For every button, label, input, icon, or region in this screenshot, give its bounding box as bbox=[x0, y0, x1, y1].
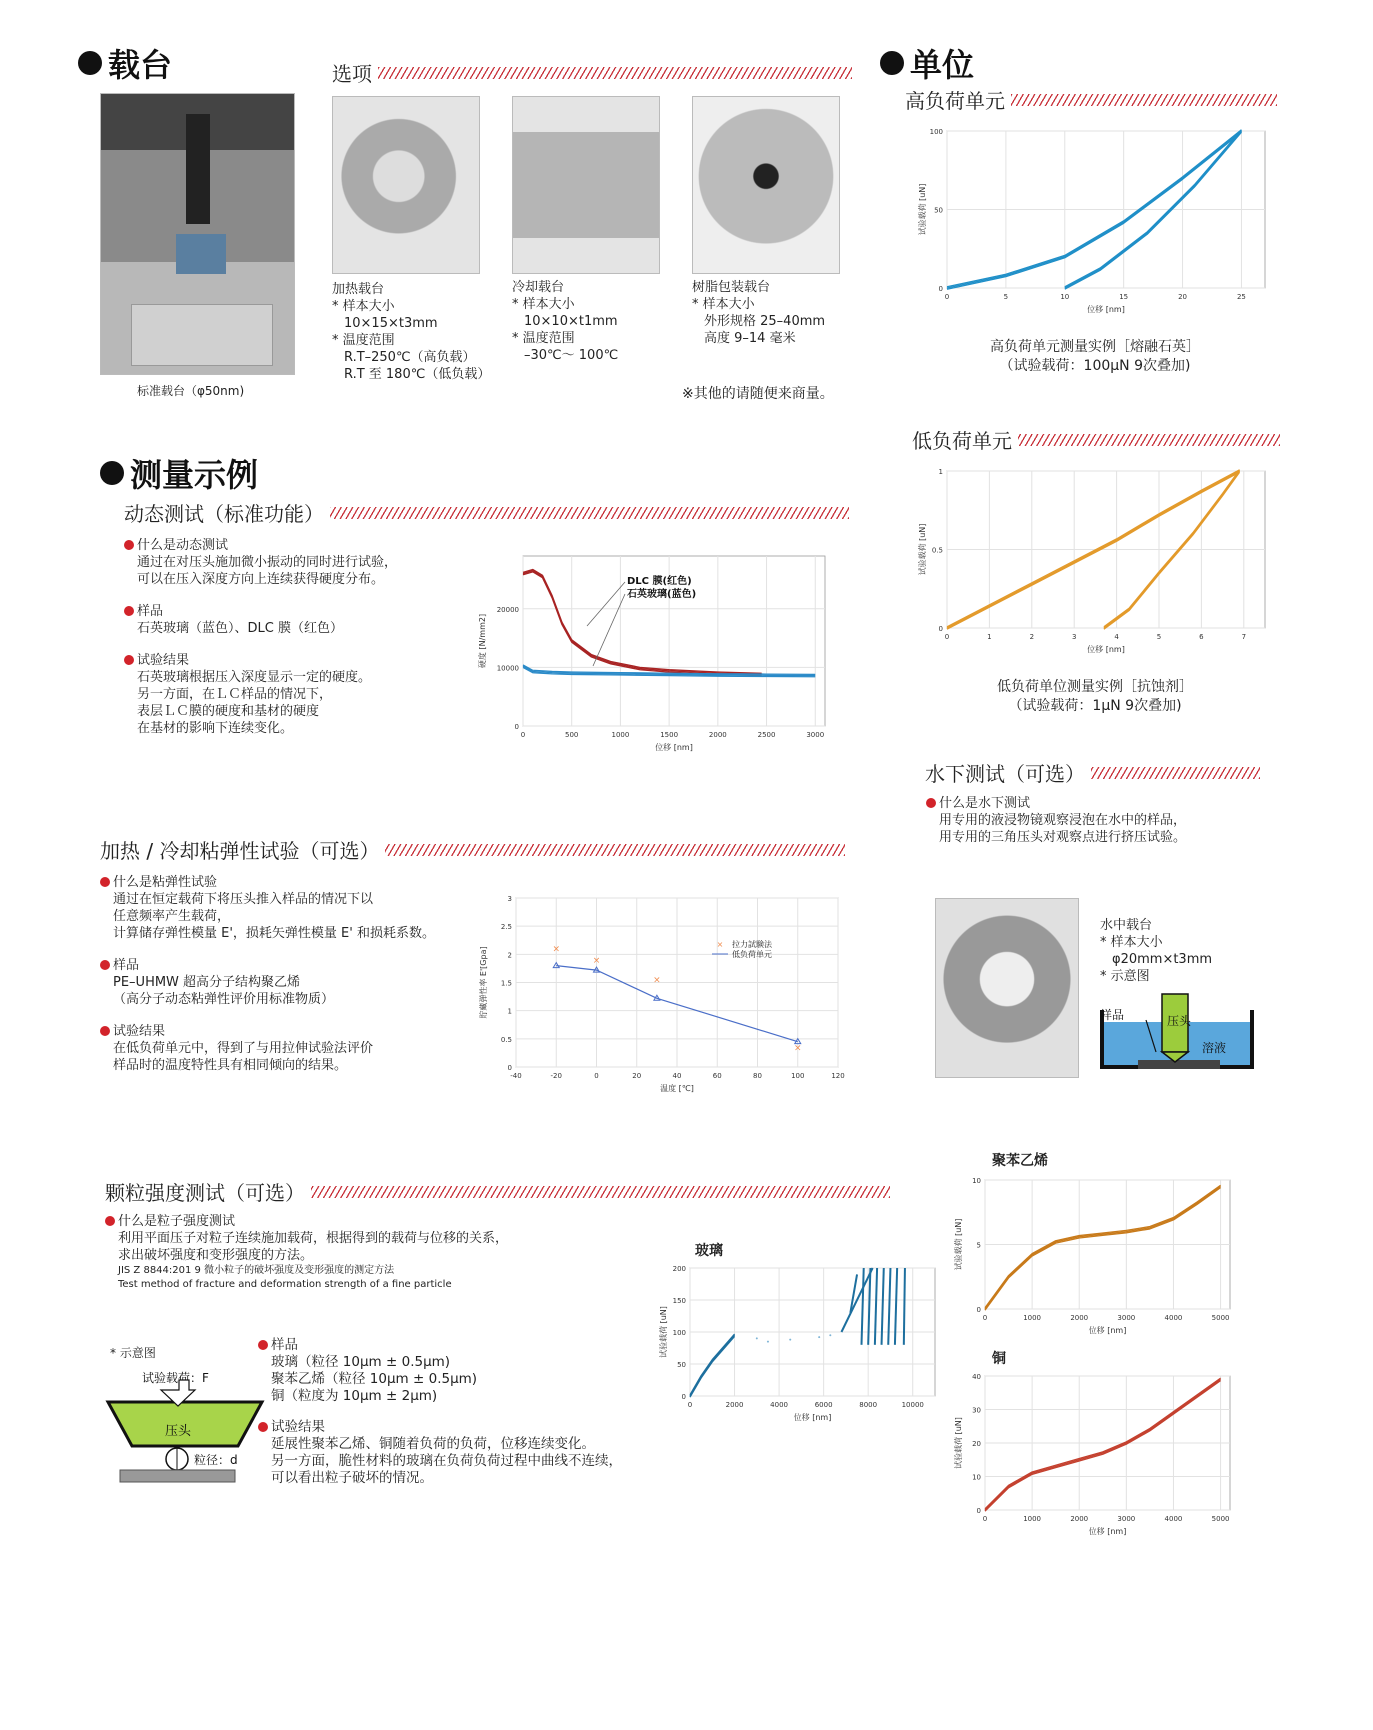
x-tick-label: 0 bbox=[982, 1314, 988, 1322]
x-tick-label: 0 bbox=[944, 293, 950, 301]
data-point: × bbox=[552, 944, 561, 955]
y-tick-label: 0 bbox=[507, 1064, 512, 1072]
particle-heading: 颗粒强度测试（可选） bbox=[105, 1177, 890, 1206]
load-label: 试验载荷：F bbox=[142, 1371, 209, 1385]
y-axis-label: 试验载荷 [uN] bbox=[918, 183, 927, 236]
data-point bbox=[818, 1336, 820, 1338]
standard-stage-photo bbox=[100, 93, 295, 375]
standard-stage-caption: 标准载台（φ50nm) bbox=[137, 384, 245, 398]
x-tick-label: 60 bbox=[712, 1072, 722, 1080]
x-axis-label: 位移 [nm] bbox=[1087, 645, 1125, 654]
measure-title: 测量示例 bbox=[100, 450, 258, 496]
x-tick-label: 500 bbox=[565, 731, 579, 739]
y-axis-label: 貯藏弹性率 E'[Gpa] bbox=[479, 946, 488, 1019]
cooling-stage-photo bbox=[512, 96, 660, 274]
x-tick-label: 2000 bbox=[1070, 1314, 1089, 1322]
diagram-liquid-label: 溶液 bbox=[1202, 1041, 1227, 1055]
x-tick-label: 7 bbox=[1241, 633, 1247, 641]
series-line bbox=[904, 1268, 905, 1345]
x-tick-label: -20 bbox=[550, 1072, 562, 1080]
low-load-chart bbox=[915, 465, 1275, 670]
particle-results: 样品 玻璃（粒径 10μm ± 0.5μm) 聚苯乙烯（粒径 10μm ± 0.5μm) 铜（粒度为 10μm ± 2μm) 试验结果 延展性聚苯乙烯、铜随着负荷的负荷，位移连续变化。 另一方面，脆性材料的玻璃在负荷负荷过程中曲线不连续， 可以看出粒子破坏的情况。 bbox=[258, 1337, 622, 1487]
y-tick-label: 3 bbox=[507, 895, 512, 903]
x-tick-label: 3 bbox=[1071, 633, 1077, 641]
y-tick-label: 50 bbox=[934, 206, 943, 215]
underwater-heading: 水下测试（可选） bbox=[925, 758, 1260, 787]
cooling-stage-info: 冷却载台 * 样本大小 10×10×t1mm * 温度范围 –30℃～ 100℃ bbox=[512, 280, 619, 363]
x-axis-label: 位移 [nm] bbox=[1088, 1527, 1127, 1536]
x-tick-label: 5000 bbox=[1211, 1515, 1230, 1523]
glass-chart bbox=[660, 1262, 945, 1432]
x-tick-label: 6 bbox=[1199, 633, 1204, 641]
y-axis-label: 硬度 [N/mm2] bbox=[478, 613, 487, 669]
x-tick-label: 10 bbox=[1060, 293, 1070, 301]
y-tick-label: 0.5 bbox=[931, 546, 943, 555]
y-axis-label: 试验载荷 [uN] bbox=[918, 523, 927, 576]
copper-chart bbox=[955, 1368, 1240, 1548]
y-tick-label: 50 bbox=[677, 1361, 686, 1369]
x-tick-label: 20 bbox=[632, 1072, 642, 1080]
y-tick-label: 0 bbox=[514, 723, 519, 731]
x-tick-label: 8000 bbox=[859, 1401, 878, 1409]
x-tick-label: 1000 bbox=[611, 731, 630, 739]
visco-text: 什么是粘弹性试验 通过在恒定载荷下将压头推入样品的情况下以 任意频率产生载荷， 计算储存弹性模量 E'，损耗矢弹性模量 E' 和损耗系数。 样品 PE–UHMW 超高分子结构聚乙烯 （高分子动态粘弹性评价用标准物质） 试验结果 在低负荷单元中，得到了与用拉伸试验法评价 样品时的温度特性具有相同倾向的结果。 bbox=[100, 874, 435, 1074]
y-tick-label: 40 bbox=[972, 1373, 981, 1381]
y-tick-label: 1 bbox=[507, 1007, 512, 1016]
low-load-caption: 低负荷单位测量实例［抗蚀剂］ （试验载荷：1μN 9次叠加) bbox=[997, 679, 1193, 714]
x-tick-label: 5 bbox=[1003, 293, 1009, 301]
particle-diagram-title: * 示意图 bbox=[110, 1346, 156, 1360]
x-tick-label: 4000 bbox=[1164, 1314, 1183, 1322]
y-tick-label: 0 bbox=[938, 285, 943, 293]
y-tick-label: 10 bbox=[972, 1177, 981, 1185]
x-tick-label: 3000 bbox=[806, 731, 825, 739]
x-tick-label: 1000 bbox=[1023, 1314, 1042, 1322]
y-axis-label: 试验载荷 [uN] bbox=[954, 1218, 963, 1271]
polystyrene-chart bbox=[955, 1172, 1240, 1347]
data-point bbox=[829, 1334, 831, 1336]
y-tick-label: 0 bbox=[976, 1306, 981, 1314]
y-tick-label: 1.5 bbox=[500, 979, 512, 988]
legend-label: DLC 膜(红色) bbox=[627, 576, 692, 587]
y-tick-label: 20000 bbox=[496, 605, 519, 614]
x-axis-label: 位移 [nm] bbox=[1087, 305, 1125, 314]
tip-label: 压头 bbox=[165, 1424, 192, 1439]
resin-stage-photo bbox=[692, 96, 840, 274]
x-tick-label: 4 bbox=[1114, 633, 1119, 641]
x-tick-label: 5 bbox=[1156, 633, 1162, 641]
polystyrene-label: 聚苯乙烯 bbox=[992, 1153, 1048, 1169]
data-point bbox=[767, 1341, 769, 1343]
x-tick-label: 1000 bbox=[1023, 1515, 1042, 1523]
visco-heading: 加热 / 冷却粘弹性试验（可选） bbox=[100, 835, 845, 864]
x-tick-label: 1 bbox=[987, 633, 992, 641]
x-tick-label: 3000 bbox=[1117, 1314, 1136, 1322]
x-tick-label: 2 bbox=[1029, 633, 1035, 641]
x-tick-label: 15 bbox=[1119, 293, 1129, 301]
x-tick-label: 2000 bbox=[708, 731, 727, 739]
y-axis-label: 试验载荷 [uN] bbox=[659, 1306, 668, 1358]
x-tick-label: 0 bbox=[687, 1401, 693, 1409]
y-tick-label: 100 bbox=[672, 1329, 686, 1337]
y-tick-label: 200 bbox=[672, 1265, 686, 1273]
data-point: × bbox=[592, 955, 601, 966]
data-point bbox=[789, 1339, 791, 1341]
x-tick-label: 0 bbox=[594, 1072, 599, 1080]
legend-label: 低负荷单元 bbox=[732, 950, 772, 959]
x-axis-label: 温度 [℃] bbox=[660, 1084, 694, 1093]
x-tick-label: 4000 bbox=[770, 1401, 789, 1409]
y-tick-label: 100 bbox=[929, 128, 943, 136]
legend-label: 拉力試験法 bbox=[732, 940, 772, 949]
y-tick-label: 0.5 bbox=[500, 1035, 512, 1044]
y-axis-label: 试验载荷 [uN] bbox=[954, 1417, 963, 1469]
x-tick-label: 80 bbox=[753, 1072, 762, 1080]
dynamic-chart bbox=[475, 548, 835, 768]
y-tick-label: 5 bbox=[976, 1241, 981, 1250]
data-point: × bbox=[653, 975, 661, 986]
dynamic-text: 什么是动态测试 通过在对压头施加微小振动的同时进行试验， 可以在压入深度方向上连续获得硬度分布。 样品 石英玻璃（蓝色）、DLC 膜（红色） 试验结果 石英玻璃根据压入深度显示一定的硬度。 另一方面，在ＬＣ样品的情况下， 表层ＬＣ膜的硬度和基材的硬度 在基材的影响下连续变化。 bbox=[124, 537, 397, 737]
high-load-chart bbox=[915, 125, 1275, 330]
underwater-stage-photo bbox=[935, 898, 1079, 1078]
x-tick-label: 6000 bbox=[814, 1401, 833, 1409]
underwater-stage-info: 水中载台 * 样本大小 φ20mm×t3mm * 示意图 bbox=[1100, 918, 1213, 984]
x-tick-label: 0 bbox=[520, 731, 526, 739]
x-tick-label: 40 bbox=[672, 1072, 682, 1080]
x-axis-label: 位移 [nm] bbox=[793, 1413, 832, 1422]
data-point: × bbox=[793, 1043, 802, 1054]
legend-marker: × bbox=[716, 940, 724, 949]
y-tick-label: 0 bbox=[681, 1393, 686, 1401]
x-tick-label: 5000 bbox=[1211, 1314, 1230, 1322]
x-axis-label: 位移 [nm] bbox=[1088, 1326, 1127, 1335]
y-tick-label: 2.5 bbox=[500, 923, 512, 932]
y-tick-label: 0 bbox=[938, 625, 943, 633]
unit-title: 单位 bbox=[880, 40, 974, 86]
diameter-label: 粒径：d bbox=[194, 1453, 238, 1467]
high-load-heading: 高负荷单元 bbox=[905, 85, 1277, 114]
underwater-diagram bbox=[1098, 990, 1258, 1080]
x-axis-label: 位移 [nm] bbox=[655, 743, 693, 752]
underwater-desc: 什么是水下测试 用专用的液浸物镜观察浸泡在水中的样品， 用专用的三角压头对观察点进行挤压试验。 bbox=[926, 795, 1186, 846]
y-tick-label: 150 bbox=[672, 1297, 686, 1305]
diagram-sample-label: 样品 bbox=[1100, 1008, 1125, 1022]
particle-text: 什么是粒子强度测试 利用平面压子对粒子连续施加载荷，根据得到的载荷与位移的关系， 求出破坏强度和变形强度的方法。 JIS Z 8844:201 9 微小粒子的破坏强度及变形强度的测定方法 Test method of fracture and deformation strength of a fine particle bbox=[105, 1213, 508, 1292]
y-tick-label: 20 bbox=[972, 1440, 981, 1448]
particle-diagram bbox=[105, 1368, 265, 1498]
y-tick-label: 30 bbox=[972, 1406, 981, 1415]
diagram-tip-label: 压头 bbox=[1167, 1014, 1192, 1028]
y-tick-label: 10000 bbox=[496, 664, 519, 673]
dynamic-heading: 动态测试（标准功能） bbox=[124, 498, 849, 527]
x-tick-label: 1500 bbox=[660, 731, 679, 739]
x-tick-label: 100 bbox=[791, 1072, 805, 1080]
x-tick-label: 2000 bbox=[1070, 1515, 1089, 1523]
x-tick-label: 0 bbox=[982, 1515, 988, 1523]
x-tick-label: 25 bbox=[1236, 293, 1246, 301]
high-load-caption: 高负荷单元测量实例［熔融石英］ （试验载荷：100μN 9次叠加) bbox=[990, 339, 1200, 374]
glass-label: 玻璃 bbox=[695, 1243, 723, 1259]
data-point bbox=[756, 1337, 758, 1339]
x-tick-label: 2000 bbox=[725, 1401, 744, 1409]
y-tick-label: 10 bbox=[972, 1473, 981, 1482]
x-tick-label: 20 bbox=[1178, 293, 1188, 301]
y-tick-label: 1 bbox=[938, 468, 943, 476]
copper-label: 铜 bbox=[992, 1351, 1006, 1367]
x-tick-label: 10000 bbox=[901, 1401, 924, 1409]
x-tick-label: -40 bbox=[510, 1072, 522, 1080]
options-heading: 选项 bbox=[332, 58, 852, 87]
x-tick-label: 2500 bbox=[757, 731, 776, 739]
resin-stage-info: 树脂包装载台 * 样本大小 外形规格 25–40mm 高度 9–14 毫米 bbox=[692, 280, 826, 346]
other-note: ※其他的请随便来商量。 bbox=[682, 386, 834, 402]
y-tick-label: 0 bbox=[976, 1507, 981, 1515]
stage-title: 载台 bbox=[78, 40, 172, 86]
low-load-heading: 低负荷单元 bbox=[912, 425, 1280, 454]
visco-chart bbox=[478, 888, 848, 1093]
x-tick-label: 120 bbox=[831, 1072, 845, 1080]
x-tick-label: 3000 bbox=[1117, 1515, 1136, 1523]
legend-label: 石英玻璃(蓝色) bbox=[627, 589, 697, 600]
heating-stage-photo bbox=[332, 96, 480, 274]
heating-stage-info: 加热载台 * 样本大小 10×15×t3mm * 温度范围 R.T–250℃（高负载） R.T 至 180℃（低负载） bbox=[332, 282, 491, 382]
x-tick-label: 0 bbox=[944, 633, 950, 641]
y-tick-label: 2 bbox=[507, 951, 512, 960]
x-tick-label: 4000 bbox=[1164, 1515, 1183, 1523]
